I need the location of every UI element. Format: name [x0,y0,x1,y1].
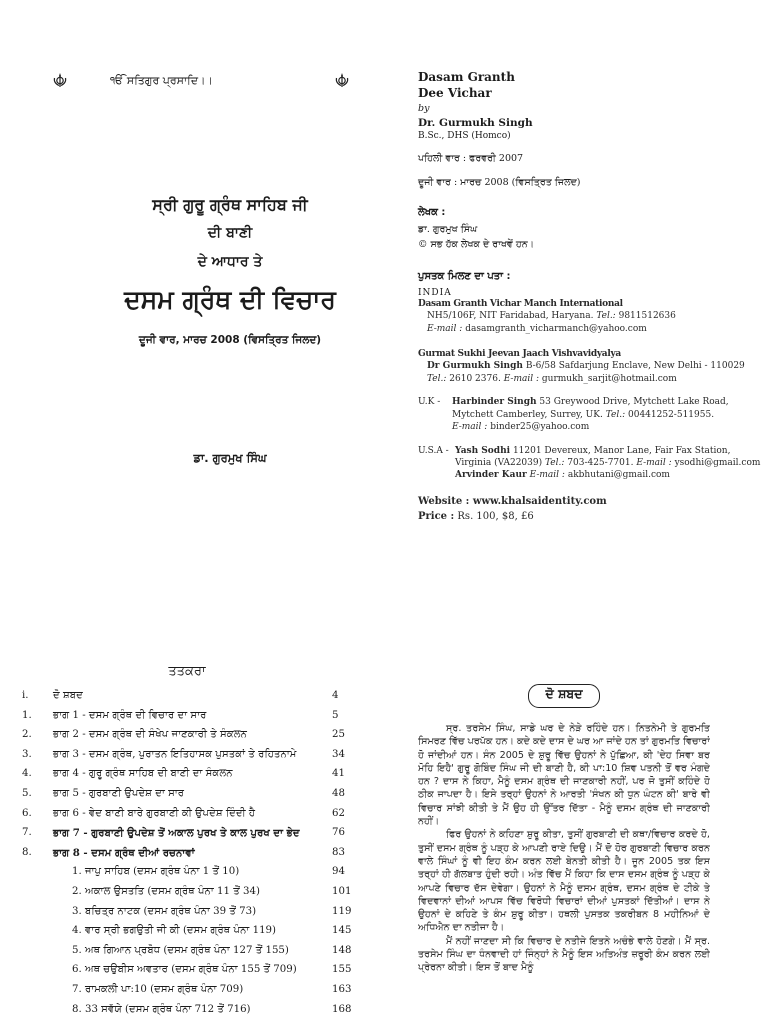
uk-email[interactable]: binder25@yahoo.com [490,422,590,432]
org2-email[interactable]: gurmukh_sarjit@hotmail.com [541,374,677,384]
org1-name: Dasam Granth Vichar Manch International [418,299,623,309]
uk-line-2 [452,410,714,420]
book-title-en-1: Dasam Granth [418,70,515,84]
edition-text: ਦੂਜੀ ਵਾਰ, ਮਾਰਚ 2008 (ਵਿਸਤ੍ਰਿਤ ਜਿਲਦ) [138,334,322,346]
author-name: ਡਾ. ਗੁਰਮੁਖ ਸਿੰਘ [193,451,267,465]
toc-number: 4. [22,768,32,780]
toc-number: 2. [22,729,32,741]
toc-page-number: 163 [332,984,352,995]
usa-line-3 [455,470,670,480]
usa2-name: Arvinder Kaur [455,470,527,480]
toc-number: i. [22,690,29,701]
toc-page-number: 25 [332,729,345,741]
toc-page-number: 5 [332,709,339,721]
by-label: by [418,103,430,114]
toc-number: 1. [22,709,32,721]
book-title-en-2: Dee Vichar [418,86,492,100]
email-label: E-mail : [503,374,540,384]
country-india: INDIA [418,288,452,298]
toc-page-number: 94 [332,866,345,878]
toc-sublabel: 2. ਅਕਾਲ ਉਸਤਤਿ (ਦਸਮ ਗ੍ਰੰਥ ਪੰਨਾ 11 ਤੋਂ 34) [72,886,260,897]
usa-address-1: 11201 Devereux, Manor Lane, Fair Fax Station, [512,446,731,456]
org1-email-line [427,324,647,334]
toc-label: ਭਾਗ 2 - ਦਸਮ ਗ੍ਰੰਥ ਦੀ ਸੰਖੇਪ ਜਾਣਕਾਰੀ ਤੇ ਸੰਕਲਨ [53,729,247,741]
address-heading: ਪੁਸਤਕ ਮਿਲਣ ਦਾ ਪਤਾ : [418,271,511,282]
toc-page-number: 168 [332,1003,352,1015]
writer-name: ਡਾ. ਗੁਰਮੁਖ ਸਿੰਘ [418,224,478,235]
org1-email[interactable]: dasamgranth_vicharmanch@yahoo.com [465,324,647,334]
first-edition: ਪਹਿਲੀ ਵਾਰ : ਫਰਵਰੀ 2007 [418,153,524,164]
org1-address-text: NH5/106F, NIT Faridabad, Haryana. [427,311,594,321]
book-title: ਦਸਮ ਗ੍ਰੰਥ ਦੀ ਵਿਚਾਰ [124,285,336,314]
toc-page-number: 41 [332,768,345,780]
email-label: E-mail : [427,324,463,334]
org2-contact-name: Dr Gurmukh Singh [427,361,523,371]
usa-email[interactable]: ysodhi@gmail.com [674,458,761,468]
second-edition: ਦੂਜੀ ਵਾਰ : ਮਾਰਚ 2008 (ਵਿਸਤ੍ਰਿਤ ਜਿਲਦ) [418,177,581,188]
toc-number: 8. [22,846,32,858]
khanda-icon [52,72,68,88]
org1-address [427,311,676,321]
toc-label: ਭਾਗ 8 - ਦਸਮ ਗ੍ਰੰਥ ਦੀਆਂ ਰਚਨਾਵਾਂ [53,846,195,859]
toc-number: 3. [22,748,32,760]
khanda-icon [334,72,350,88]
website-link[interactable]: www.khalsaidentity.com [472,496,607,507]
price-value: Rs. 100, $8, £6 [457,511,534,522]
preface-text [418,722,710,975]
toc-label: ਭਾਗ 7 - ਗੁਰਬਾਣੀ ਉਪਦੇਸ਼ ਤੋਂ ਅਕਾਲ ਪੁਰਖ ਤੇ ਕਾਲ ਪੁਰਖ ਦਾ ਭੇਦ [53,827,300,840]
toc-label: ਭਾਗ 3 - ਦਸਮ ਗ੍ਰੰਥ, ਪੁਰਾਤਨ ਇਤਿਹਾਸਕ ਪੁਸਤਕਾਂ ਤੇ ਰਹਿਤਨਾਮੇ [53,748,297,760]
org2-address-text: B-6/58 Safdarjung Enclave, New Delhi - 110029 [525,361,745,371]
toc-sublabel: 3. ਬਚਿਤ੍ਰ ਨਾਟਕ (ਦਸਮ ਗ੍ਰੰਥ ਪੰਨਾ 39 ਤੋਂ 73) [72,905,257,917]
section-heading: ਦੋ ਸ਼ਬਦ [545,686,583,701]
toc-page-number: 34 [332,748,345,760]
uk-address-1: 53 Greywood Drive, Mytchett Lake Road, [539,397,729,407]
toc-label: ਭਾਗ 4 - ਗੁਰੂ ਗ੍ਰੰਥ ਸਾਹਿਬ ਦੀ ਬਾਣੀ ਦਾ ਸੰਕਲਨ [53,768,233,780]
toc-page-number: 145 [332,925,352,937]
invocation-text: ੴ ਸਤਿਗੁਰ ਪ੍ਰਸਾਦਿ।। [110,74,213,87]
toc-label: ਭਾਗ 6 - ਵੇਦ ਬਾਣੀ ਬਾਰੇ ਗੁਰਬਾਣੀ ਕੀ ਉਪਦੇਸ਼ ਦਿੰਦੀ ਹੈ [53,807,256,819]
tel-label: Tel.: [544,458,565,468]
price-line [418,511,534,522]
usa-phone: 703-425-7701. [567,458,634,468]
uk-line-1 [452,397,729,407]
org2-phone: 2610 2376. [449,374,501,384]
toc-page-number: 83 [332,846,345,858]
toc-page-number: 155 [332,964,352,976]
tel-label: Tel.: [596,311,616,321]
org2-name: Gurmat Sukhi Jeevan Jaach Vishvavidyalya [418,349,621,359]
toc-label: ਦੋ ਸ਼ਬਦ [53,690,83,701]
toc-sublabel: 5. ਅਥ ਗਿਆਨ ਪ੍ਰਬੋਧ (ਦਸਮ ਗ੍ਰੰਥ ਪੰਨਾ 127 ਤੋਂ 155) [72,944,289,956]
uk-name: Harbinder Singh [452,397,537,407]
toc-page-number: 101 [332,886,352,897]
preface-clip [418,722,710,1024]
toc-page-number: 76 [332,827,345,839]
org2-contact-line [427,374,677,384]
website-line [418,496,607,507]
toc-number: 7. [22,827,32,839]
tel-label: Tel.: [605,410,626,420]
credentials: B.Sc., DHS (Homco) [418,131,511,141]
email-label: E-mail : [636,458,672,468]
title-line-3: ਦੇ ਆਧਾਰ ਤੇ [197,254,263,270]
copyright-notice: © ਸਭ ਹੱਕ ਲੇਖਕ ਦੇ ਰਾਖਵੇਂ ਹਨ। [418,239,535,250]
toc-page-number: 148 [332,944,352,956]
toc-number: 6. [22,807,32,819]
toc-page-number: 119 [332,905,352,917]
toc-page-number: 4 [332,690,339,701]
website-label: Website : [418,496,470,507]
toc-sublabel: 7. ਰਾਮਕਲੀ ਪਾ:10 (ਦਸਮ ਗ੍ਰੰਥ ਪੰਨਾ 709) [72,984,244,995]
writer-heading: ਲੇਖਕ : [418,207,446,218]
usa-name: Yash Sodhi [455,446,511,456]
preface-paragraph-1: ਸ੍ਰ. ਤਰਸੇਮ ਸਿੰਘ, ਸਾਡੇ ਘਰ ਦੇ ਨੇੜੇ ਰਹਿੰਦੇ ਹਨ। ਨਿਤਨੇਮੀ ਤੇ ਗੁਰਮਤਿ ਸਿਮਰਣ ਵਿੱਚ ਪਰਪੱਕ ਹਨ। ਕਦੇ ਕਦੇ ਦਾਸ ਦੇ ਘਰ ਆ ਜਾਂਦੇ ਹਨ ਤਾਂ ਗੁਰਮਤਿ ਵਿਚਾਰਾਂ ਹੋ ਜਾਂਦੀਆਂ ਹਨ। ਸੰਨ 2005 ਦੇ ਸ਼ੁਰੂ ਵਿੱਚ ਉਹਨਾਂ ਨੇ ਪੁੱਛਿਆ, ਕੀ 'ਦੇਹ ਸਿਵਾ ਬਰ ਮੋਹਿ ਇਹੈ' ਗੁਰੂ ਗੋਬਿੰਦ ਸਿੰਘ ਜੀ ਦੀ ਬਾਣੀ ਹੈ, ਕੀ ਪਾ:10 ਸ਼ਿਵ ਪਤਨੀ ਤੋਂ ਵਰ ਮੰਗਦੇ ਹਨ ? ਦਾਸ ਨੇ ਕਿਹਾ, ਮੈਨੂੰ ਦਸਮ ਗ੍ਰੰਥ ਦੀ ਜਾਣਕਾਰੀ ਨਹੀਂ, ਪਰ ਜੋ ਤੁਸੀਂ ਕਹਿੰਦੇ ਹੋ ਠੀਕ ਜਾਪਦਾ ਹੈ। ਇਸੇ ਤਰ੍ਹਾਂ ਉਹਨਾਂ ਨੇ ਆਰਤੀ 'ਸੰਖਨ ਕੀ ਧੁਨ ਘੰਟਨ ਕੀ' ਬਾਰੇ ਵੀ ਵਿਚਾਰ ਸਾਂਝੀ ਕੀਤੀ ਤੇ ਮੈਂ ਉਹ ਹੀ ਉੱਤਰ ਦਿੱਤਾ - ਮੈਨੂੰ ਦਸਮ ਗ੍ਰੰਥ ਦੀ ਜਾਣਕਾਰੀ ਨਹੀਂ। [418,723,710,828]
toc-sublabel: 1. ਜਾਪੁ ਸਾਹਿਬ (ਦਸਮ ਗ੍ਰੰਥ ਪੰਨਾ 1 ਤੋਂ 10) [72,866,240,878]
usa-address-2: Virginia (VA22039) [455,458,543,468]
title-line-2: ਦੀ ਬਾਣੀ [207,225,253,241]
uk-line-3 [452,422,589,432]
uk-label: U.K - [418,397,441,407]
toc-heading: ਤਤਕਰਾ [168,664,206,679]
org2-address [427,361,745,371]
toc-page-number: 62 [332,807,345,819]
toc-page-number: 48 [332,788,345,799]
usa-label: U.S.A - [418,446,449,456]
price-clip [418,510,618,522]
toc-sublabel: 8. 33 ਸਵੱਯੇ (ਦਸਮ ਗ੍ਰੰਥ ਪੰਨਾ 712 ਤੋਂ 716) [72,1003,251,1015]
uk-address-2: Mytchett Camberley, Surrey, UK. [452,410,603,420]
author-en: Dr. Gurmukh Singh [418,117,533,129]
usa-line-2 [455,458,760,468]
usa-line-1 [455,446,730,456]
toc-number: 5. [22,788,32,799]
email-label: E-mail : [452,422,488,432]
tel-label: Tel.: [427,374,447,384]
toc-sublabel: 6. ਅਥ ਚਉਬੀਸ ਅਵਤਾਰ (ਦਸਮ ਗ੍ਰੰਥ ਪੰਨਾ 155 ਤੋਂ 709) [72,964,297,976]
email-label: E-mail : [529,470,565,480]
toc-label: ਭਾਗ 5 - ਗੁਰਬਾਣੀ ਉਪਦੇਸ਼ ਦਾ ਸਾਰ [53,788,185,799]
price-label: Price : [418,511,455,522]
preface-paragraph-3: ਮੈਂ ਨਹੀਂ ਜਾਣਦਾ ਸੀ ਕਿ ਵਿਚਾਰ ਦੇ ਨਤੀਜੇ ਇਤਨੇ ਅਚੰਭੇ ਵਾਲੇ ਹੋਣਗੇ। ਮੈਂ ਸ੍ਰ. ਤਰਸੇਮ ਸਿੰਘ ਦਾ ਧੰਨਵਾਦੀ ਹਾਂ ਜਿੰਨ੍ਹਾਂ ਨੇ ਮੈਨੂੰ ਇਸ ਅਤਿਅੰਤ ਜ਼ਰੂਰੀ ਕੰਮ ਕਰਨ ਲਈ ਪ੍ਰੇਰਨਾ ਕੀਤੀ। ਇਸ ਤੋਂ ਬਾਦ ਮੈਨੂੰ [418,935,710,974]
usa2-email[interactable]: akbhutani@gmail.com [567,470,670,480]
title-line-1: ਸ੍ਰੀ ਗੁਰੂ ਗ੍ਰੰਥ ਸਾਹਿਬ ਜੀ [152,195,308,214]
toc-sublabel: 4. ਵਾਰ ਸ੍ਰੀ ਭਗਉਤੀ ਜੀ ਕੀ (ਦਸਮ ਗ੍ਰੰਥ ਪੰਨਾ 119) [72,925,277,937]
org1-phone: 9811512636 [618,311,676,321]
preface-paragraph-2: ਫਿਰ ਉਹਨਾਂ ਨੇ ਕਹਿਣਾ ਸ਼ੁਰੂ ਕੀਤਾ, ਤੁਸੀਂ ਗੁਰਬਾਣੀ ਦੀ ਕਥਾ/ਵਿਚਾਰ ਕਰਦੇ ਹੋ, ਤੁਸੀਂ ਦਸਮ ਗ੍ਰੰਥ ਨੂੰ ਪੜ੍ਹ ਕੇ ਆਪਣੀ ਰਾਏ ਦਿਉ। ਮੈਂ ਦੋ ਹੋਰ ਗੁਰਬਾਣੀ ਵਿਚਾਰ ਕਰਨ ਵਾਲੇ ਸਿੰਘਾਂ ਨੂੰ ਵੀ ਇਹ ਕੰਮ ਕਰਨ ਲਈ ਬੇਨਤੀ ਕੀਤੀ ਹੈ। ਜੂਨ 2005 ਤਕ ਇਸ ਤਰ੍ਹਾਂ ਹੀ ਗੱਲਬਾਤ ਹੁੰਦੀ ਰਹੀ। ਅੰਤ ਵਿੱਚ ਮੈਂ ਕਿਹਾ ਕਿ ਦਾਸ ਦਸਮ ਗ੍ਰੰਥ ਨੂੰ ਪੜ੍ਹ ਕੇ ਆਪਣੇ ਵਿਚਾਰ ਦੱਸ ਦੇਵੇਗਾ। ਉਹਨਾਂ ਨੇ ਮੈਨੂੰ ਦਸਮ ਗ੍ਰੰਥ, ਦਸਮ ਗ੍ਰੰਥ ਦੇ ਟੀਕੇ ਤੇ ਵਿਦਵਾਨਾਂ ਦੀਆਂ ਆਪਸ ਵਿੱਚ ਵਿਰੋਧੀ ਵਿਚਾਰਾਂ ਦੀਆਂ ਪੁਸਤਕਾਂ ਦਿੱਤੀਆਂ। ਦਾਸ ਨੇ ਉਹਨਾਂ ਦੇ ਕਹਿਣੇ ਤੇ ਕੰਮ ਸ਼ੁਰੂ ਕੀਤਾ। ਹਥਲੀ ਪੁਸਤਕ ਤਕਰੀਬਨ 8 ਮਹੀਨਿਆਂ ਦੇ ਅਧਿਐਨ ਦਾ ਨਤੀਜਾ ਹੈ। [418,829,710,934]
uk-phone: 00441252-511955. [628,410,715,420]
toc-label: ਭਾਗ 1 - ਦਸਮ ਗ੍ਰੰਥ ਦੀ ਵਿਚਾਰ ਦਾ ਸਾਰ [53,709,207,721]
